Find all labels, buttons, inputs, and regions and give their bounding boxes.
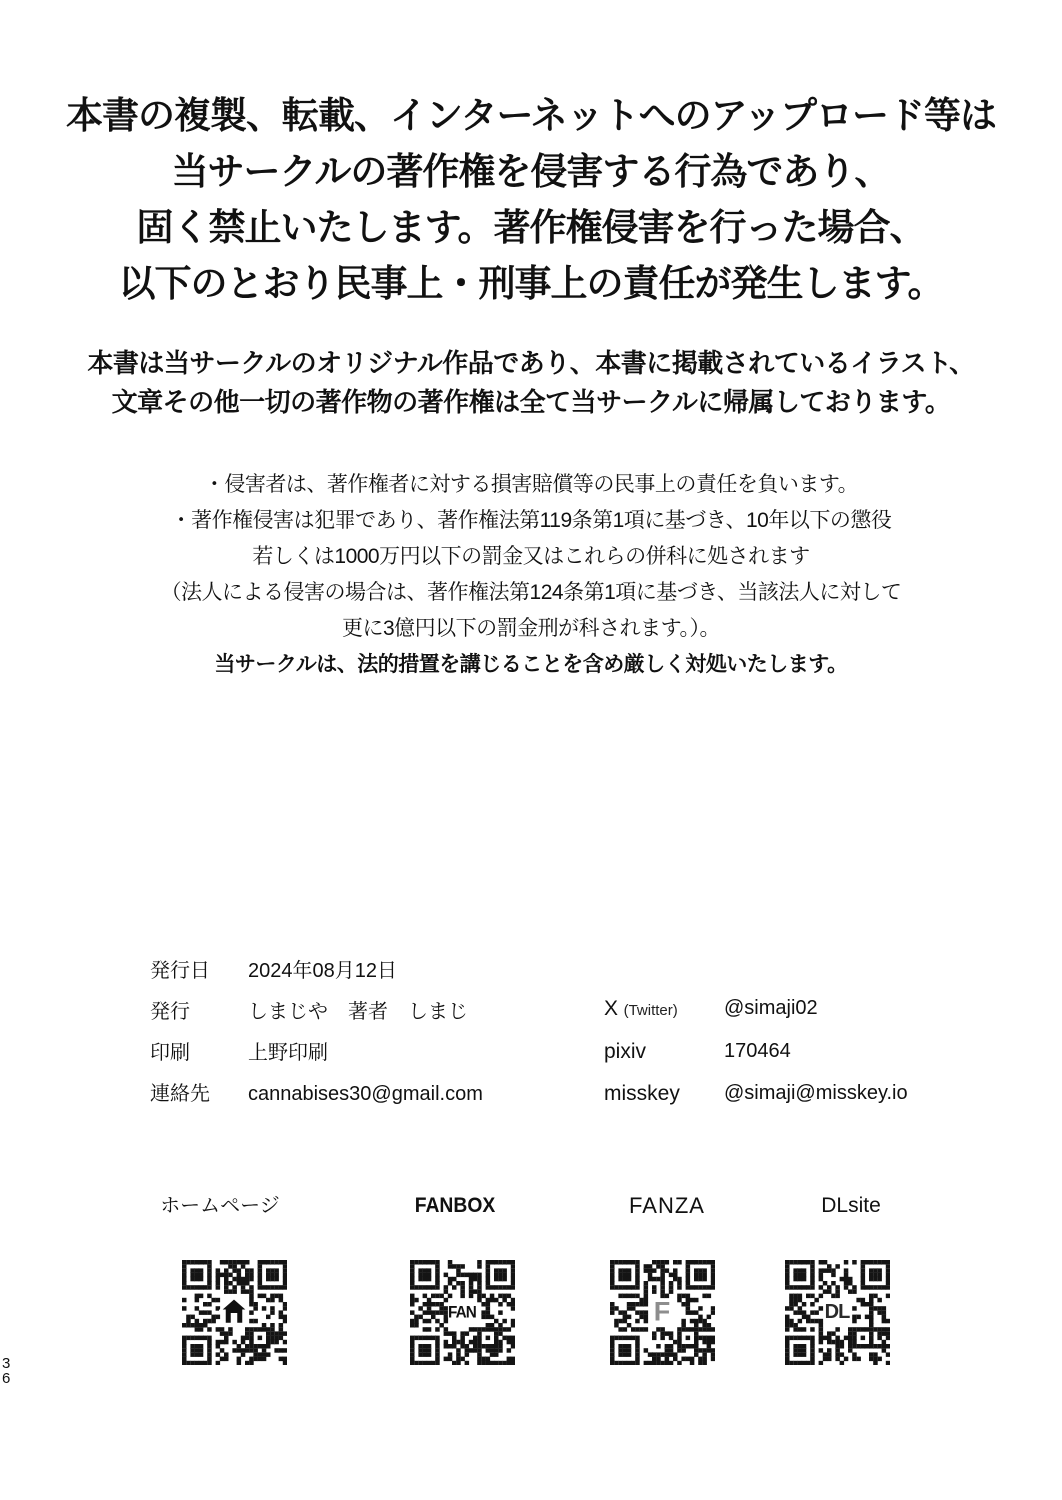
legal-line: 若しくは1000万円以下の罰金又はこれらの併科に処されます (252, 545, 810, 568)
colophon-row (150, 992, 483, 1033)
misskey-handle: @simaji@misskey.io (724, 1082, 908, 1104)
misskey-label (604, 1073, 724, 1115)
pixiv-label (604, 1031, 724, 1073)
notice-line: 以下のとおり民事上・刑事上の責任が発生します。 (118, 263, 944, 304)
printer-value: 上野印刷 (248, 1042, 328, 1064)
colophon-row (150, 1074, 483, 1115)
colophon-row (150, 1033, 483, 1074)
colophon-label: 連絡先 (150, 1083, 210, 1105)
twitter-handle: @simaji02 (724, 997, 818, 1019)
legal-line: 更に3億円以下の罰金刑が科されます。）。 (342, 617, 720, 640)
misskey-label-text: misskey (604, 1082, 680, 1105)
homepage-link-label: ホームページ (160, 1195, 280, 1217)
colophon-label: 発行 (150, 1001, 190, 1023)
twitter-sublabel: (Twitter) (623, 1002, 678, 1019)
social-row (604, 1031, 908, 1073)
social-accounts (604, 988, 908, 1115)
dlsite-qr-badge: DL (824, 1301, 850, 1323)
publisher-author-value: しまじや 著者 しまじ (248, 1001, 468, 1023)
colophon (150, 951, 483, 1115)
x-label: X (604, 997, 619, 1020)
fanza-link-label: FANZA (629, 1193, 705, 1218)
colophon-row (150, 951, 483, 992)
ownership-line: 本書は当サークルのオリジナル作品であり、本書に掲載されているイラスト、 (87, 348, 975, 378)
copyright-notice-heading (0, 88, 1062, 312)
social-row (604, 1073, 908, 1115)
fanbox-qr-badge: FAN (448, 1302, 476, 1322)
colophon-label: 発行日 (150, 960, 210, 982)
colophon-label: 印刷 (150, 1042, 190, 1064)
notice-line: 本書の複製、転載、インターネットへのアップロード等は (65, 95, 997, 136)
ownership-line: 文章その他一切の著作物の著作権は全て当サークルに帰属しております。 (111, 387, 951, 417)
ownership-paragraph (0, 344, 1062, 422)
notice-line: 当サークルの著作権を侵害する行為であり、 (171, 151, 891, 192)
publish-date-value: 2024年08月12日 (248, 960, 397, 982)
pixiv-id: 170464 (724, 1040, 791, 1062)
legal-line: 当サークルは、法的措置を講じることを含め厳しく対処いたします。 (214, 653, 848, 676)
legal-line: （法人による侵害の場合は、著作権法第124条第1項に基づき、当該法人に対して (160, 581, 902, 604)
contact-email-value: cannabises30@gmail.com (248, 1083, 483, 1105)
page-number: 36 (2, 1355, 11, 1387)
social-row (604, 988, 908, 1031)
home-icon (219, 1297, 249, 1329)
twitter-label (604, 988, 724, 1031)
pixiv-label-text: pixiv (604, 1040, 647, 1063)
legal-line: ・著作権侵害は犯罪であり、著作権法第119条第1項に基づき、10年以下の懲役 (170, 509, 892, 532)
legal-details (0, 467, 1062, 683)
dlsite-link-label: DLsite (821, 1194, 881, 1217)
fanza-qr-badge: F (653, 1296, 671, 1327)
fanbox-link-label: FANBOX (414, 1194, 496, 1217)
notice-line: 固く禁止いたします。著作権侵害を行った場合、 (136, 207, 926, 248)
legal-line: ・侵害者は、著作権者に対する損害賠償等の民事上の責任を負います。 (203, 473, 859, 496)
